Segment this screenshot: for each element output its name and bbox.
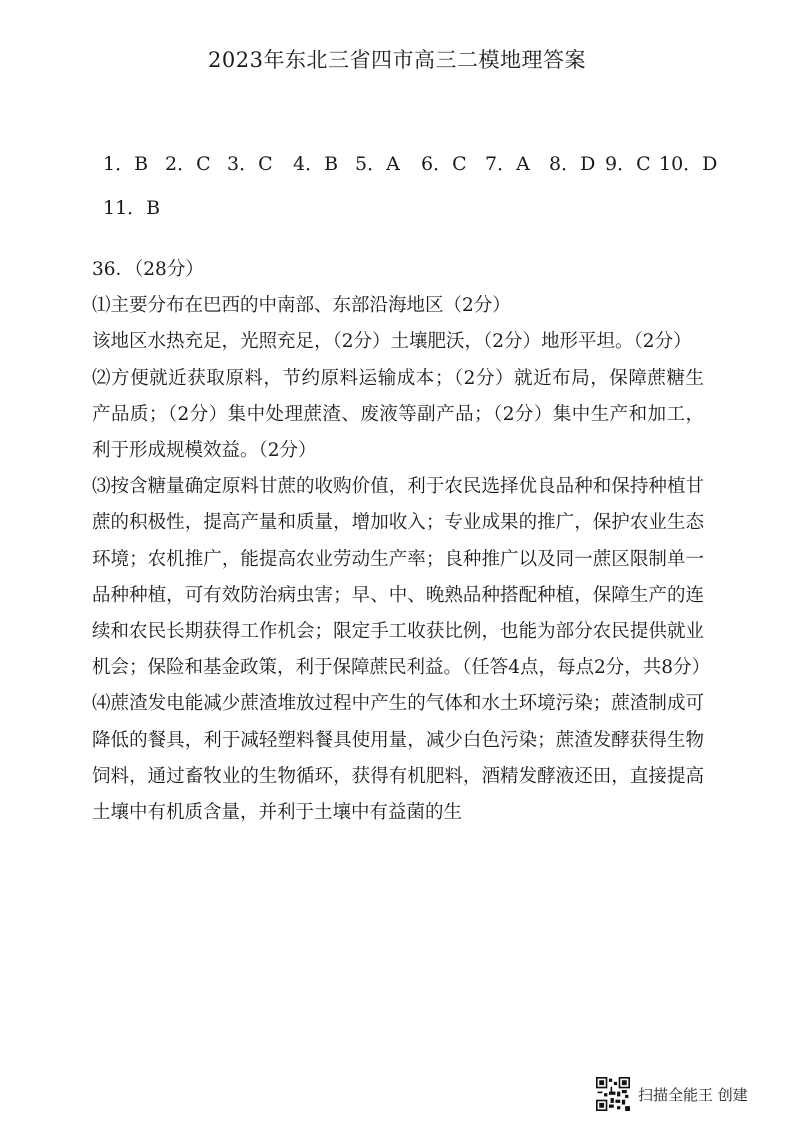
answer-item: 8．D [549, 152, 596, 175]
answer-item: 4．B [293, 152, 339, 175]
answer-key [103, 140, 723, 228]
answer-item: 2．C [165, 152, 211, 175]
answer-row-1 [103, 140, 723, 184]
page-title: 2023年东北三省四市高三二模地理答案 [208, 48, 586, 72]
answer-paragraph: 该地区水热充足，光照充足，（2分）土壤肥沃，（2分）地形平坦。（2分） [92, 331, 692, 353]
answer-item: 1．B [103, 152, 149, 175]
answer-item: 6．C [421, 152, 467, 175]
answer-item: 11．B [103, 196, 161, 219]
scanner-watermark [596, 1077, 748, 1111]
answer-item: 3．C [227, 152, 273, 175]
answer-paragraph: ⑶按含糖量确定原料甘蔗的收购价值，利于农民选择优良品种和保持种植甘蔗的积极性，提高产量和质量，增加收入；专业成果的推广，保护农业生态环境；农机推广，能提高农业劳动生产率；良种推广以及同一蔗区限制单一品种种植，可有效防治病虫害；早、中、晚熟品种搭配种植，保障生产的连续和农民长期获得工作机会；限定手工收获比例，也能为部分农民提供就业机会；保险和基金政策，利于保障蔗民利益。（任答4点，每点2分，共8分） [92, 476, 711, 679]
answer-item: 9．C [605, 152, 651, 175]
answer-paragraph: ⑷蔗渣发电能减少蔗渣堆放过程中产生的气体和水土环境污染；蔗渣制成可降低的餐具，利于减轻塑料餐具使用量，减少白色污染；蔗渣发酵获得生物饲料，通过畜牧业的生物循环，获得有机肥料，酒精发酵液还田，直接提高土壤中有机质含量，并利于土壤中有益菌的生 [92, 693, 704, 824]
section-heading: 36．（28分） [92, 259, 204, 280]
qr-code-icon [596, 1077, 630, 1111]
answer-item: 10．D [659, 152, 718, 175]
answer-item: 7．A [485, 152, 530, 175]
answer-row-2 [103, 184, 723, 228]
answer-paragraph: ⑴主要分布在巴西的中南部、东部沿海地区（2分） [92, 295, 511, 317]
question-36-answer [92, 252, 711, 831]
answer-paragraph: ⑵方便就近获取原料，节约原料运输成本；（2分）就近布局，保障蔗糖生产品质；（2分）集中处理蔗渣、废液等副产品；（2分）集中生产和加工，利于形成规模效益。（2分） [92, 367, 704, 462]
scanner-app-label: 扫描全能王 创建 [638, 1085, 748, 1104]
answer-item: 5．A [355, 152, 400, 175]
